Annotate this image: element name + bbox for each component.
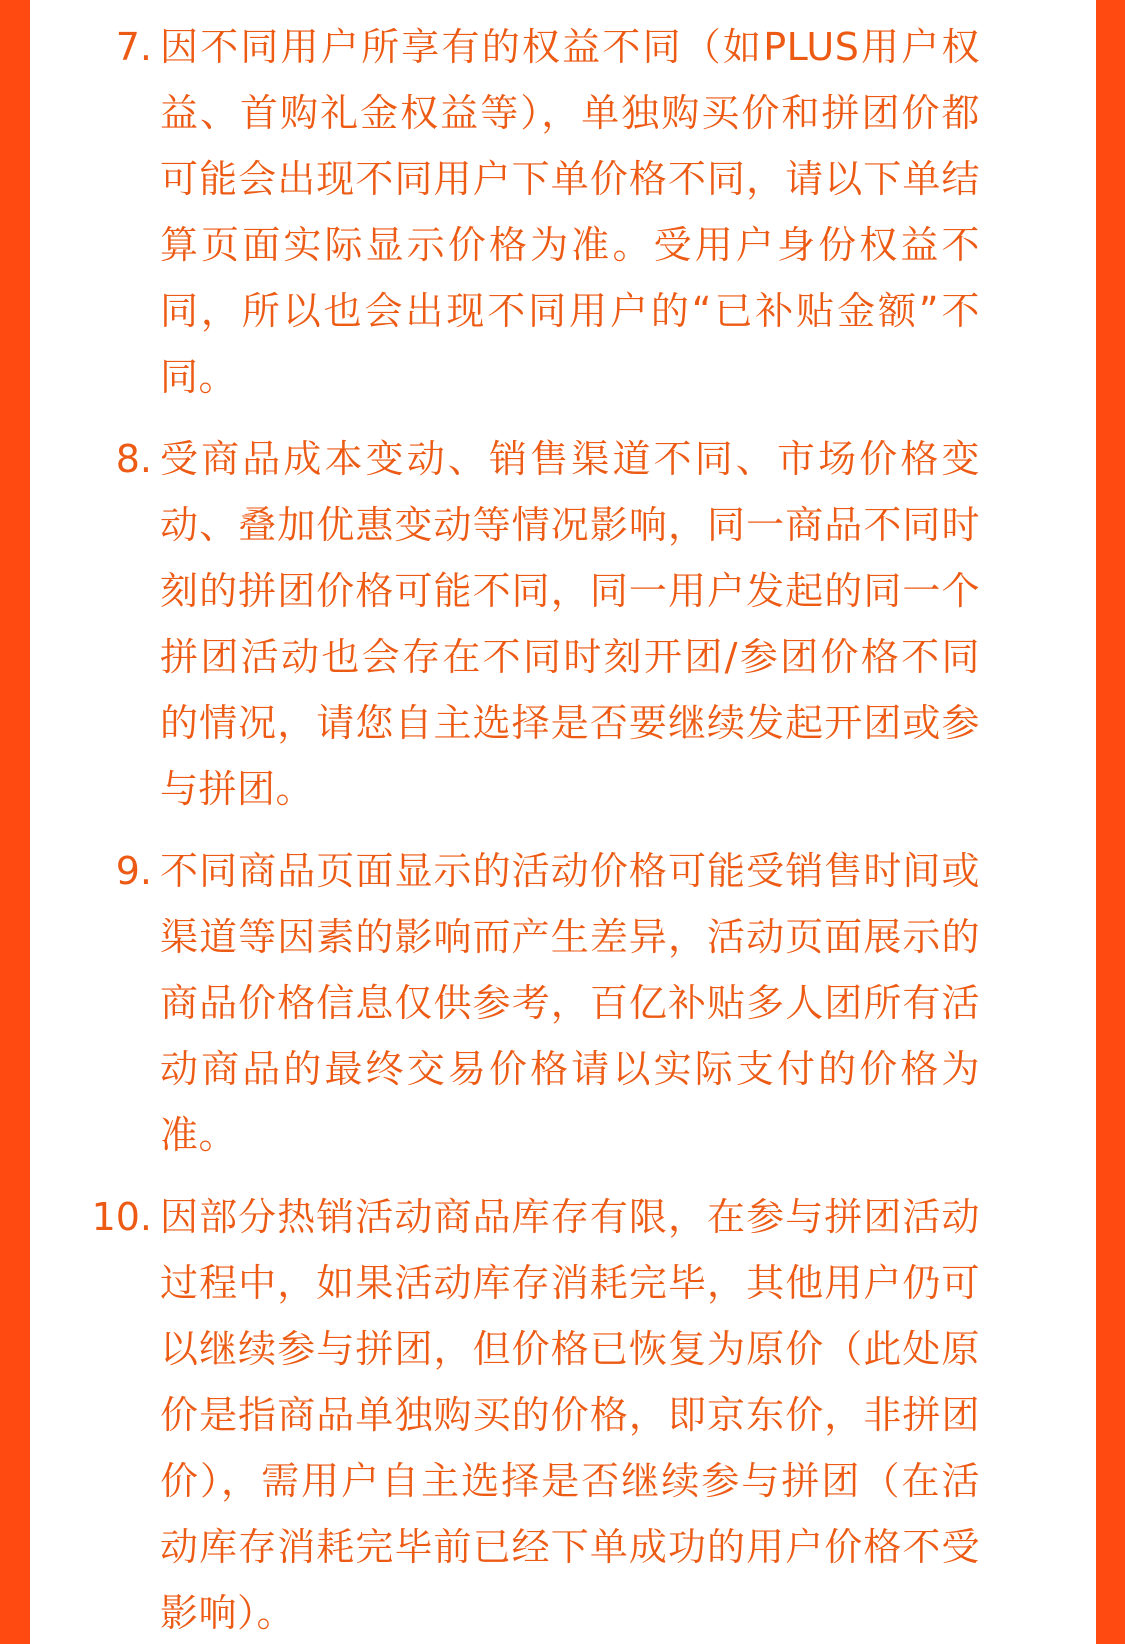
rule-number: 8. <box>115 437 152 481</box>
rules-card <box>30 0 1096 1644</box>
rule-text: 受商品成本变动、销售渠道不同、市场价格变动、叠加优惠变动等情况影响，同一商品不同时刻的拼团价格可能不同，同一用户发起的同一个拼团活动也会存在不同时刻开团/参团价格不同的情况，请您自主选择是否要继续发起开团或参与拼团。 <box>160 437 980 811</box>
rule-number: 9. <box>115 849 152 893</box>
rule-item-10 <box>30 1184 1096 1644</box>
rule-text: 因不同用户所享有的权益不同（如PLUS用户权益、首购礼金权益等），单独购买价和拼团价都可能会出现不同用户下单价格不同，请以下单结算页面实际显示价格为准。受用户身份权益不同，所以也会出现不同用户的“已补贴金额”不同。 <box>160 25 980 399</box>
rule-number: 10. <box>91 1195 152 1239</box>
rule-number: 7. <box>115 25 152 69</box>
rule-text: 不同商品页面显示的活动价格可能受销售时间或渠道等因素的影响而产生差异，活动页面展示的商品价格信息仅供参考，百亿补贴多人团所有活动商品的最终交易价格请以实际支付的价格为准。 <box>160 849 980 1157</box>
rule-item-9 <box>30 838 1096 1168</box>
rule-item-8 <box>30 426 1096 822</box>
rules-list <box>30 14 1096 1644</box>
rule-item-7 <box>30 14 1096 410</box>
rule-text: 因部分热销活动商品库存有限，在参与拼团活动过程中，如果活动库存消耗完毕，其他用户仍可以继续参与拼团，但价格已恢复为原价（此处原价是指商品单独购买的价格，即京东价，非拼团价），需用户自主选择是否继续参与拼团（在活动库存消耗完毕前已经下单成功的用户价格不受影响）。 <box>160 1195 980 1635</box>
